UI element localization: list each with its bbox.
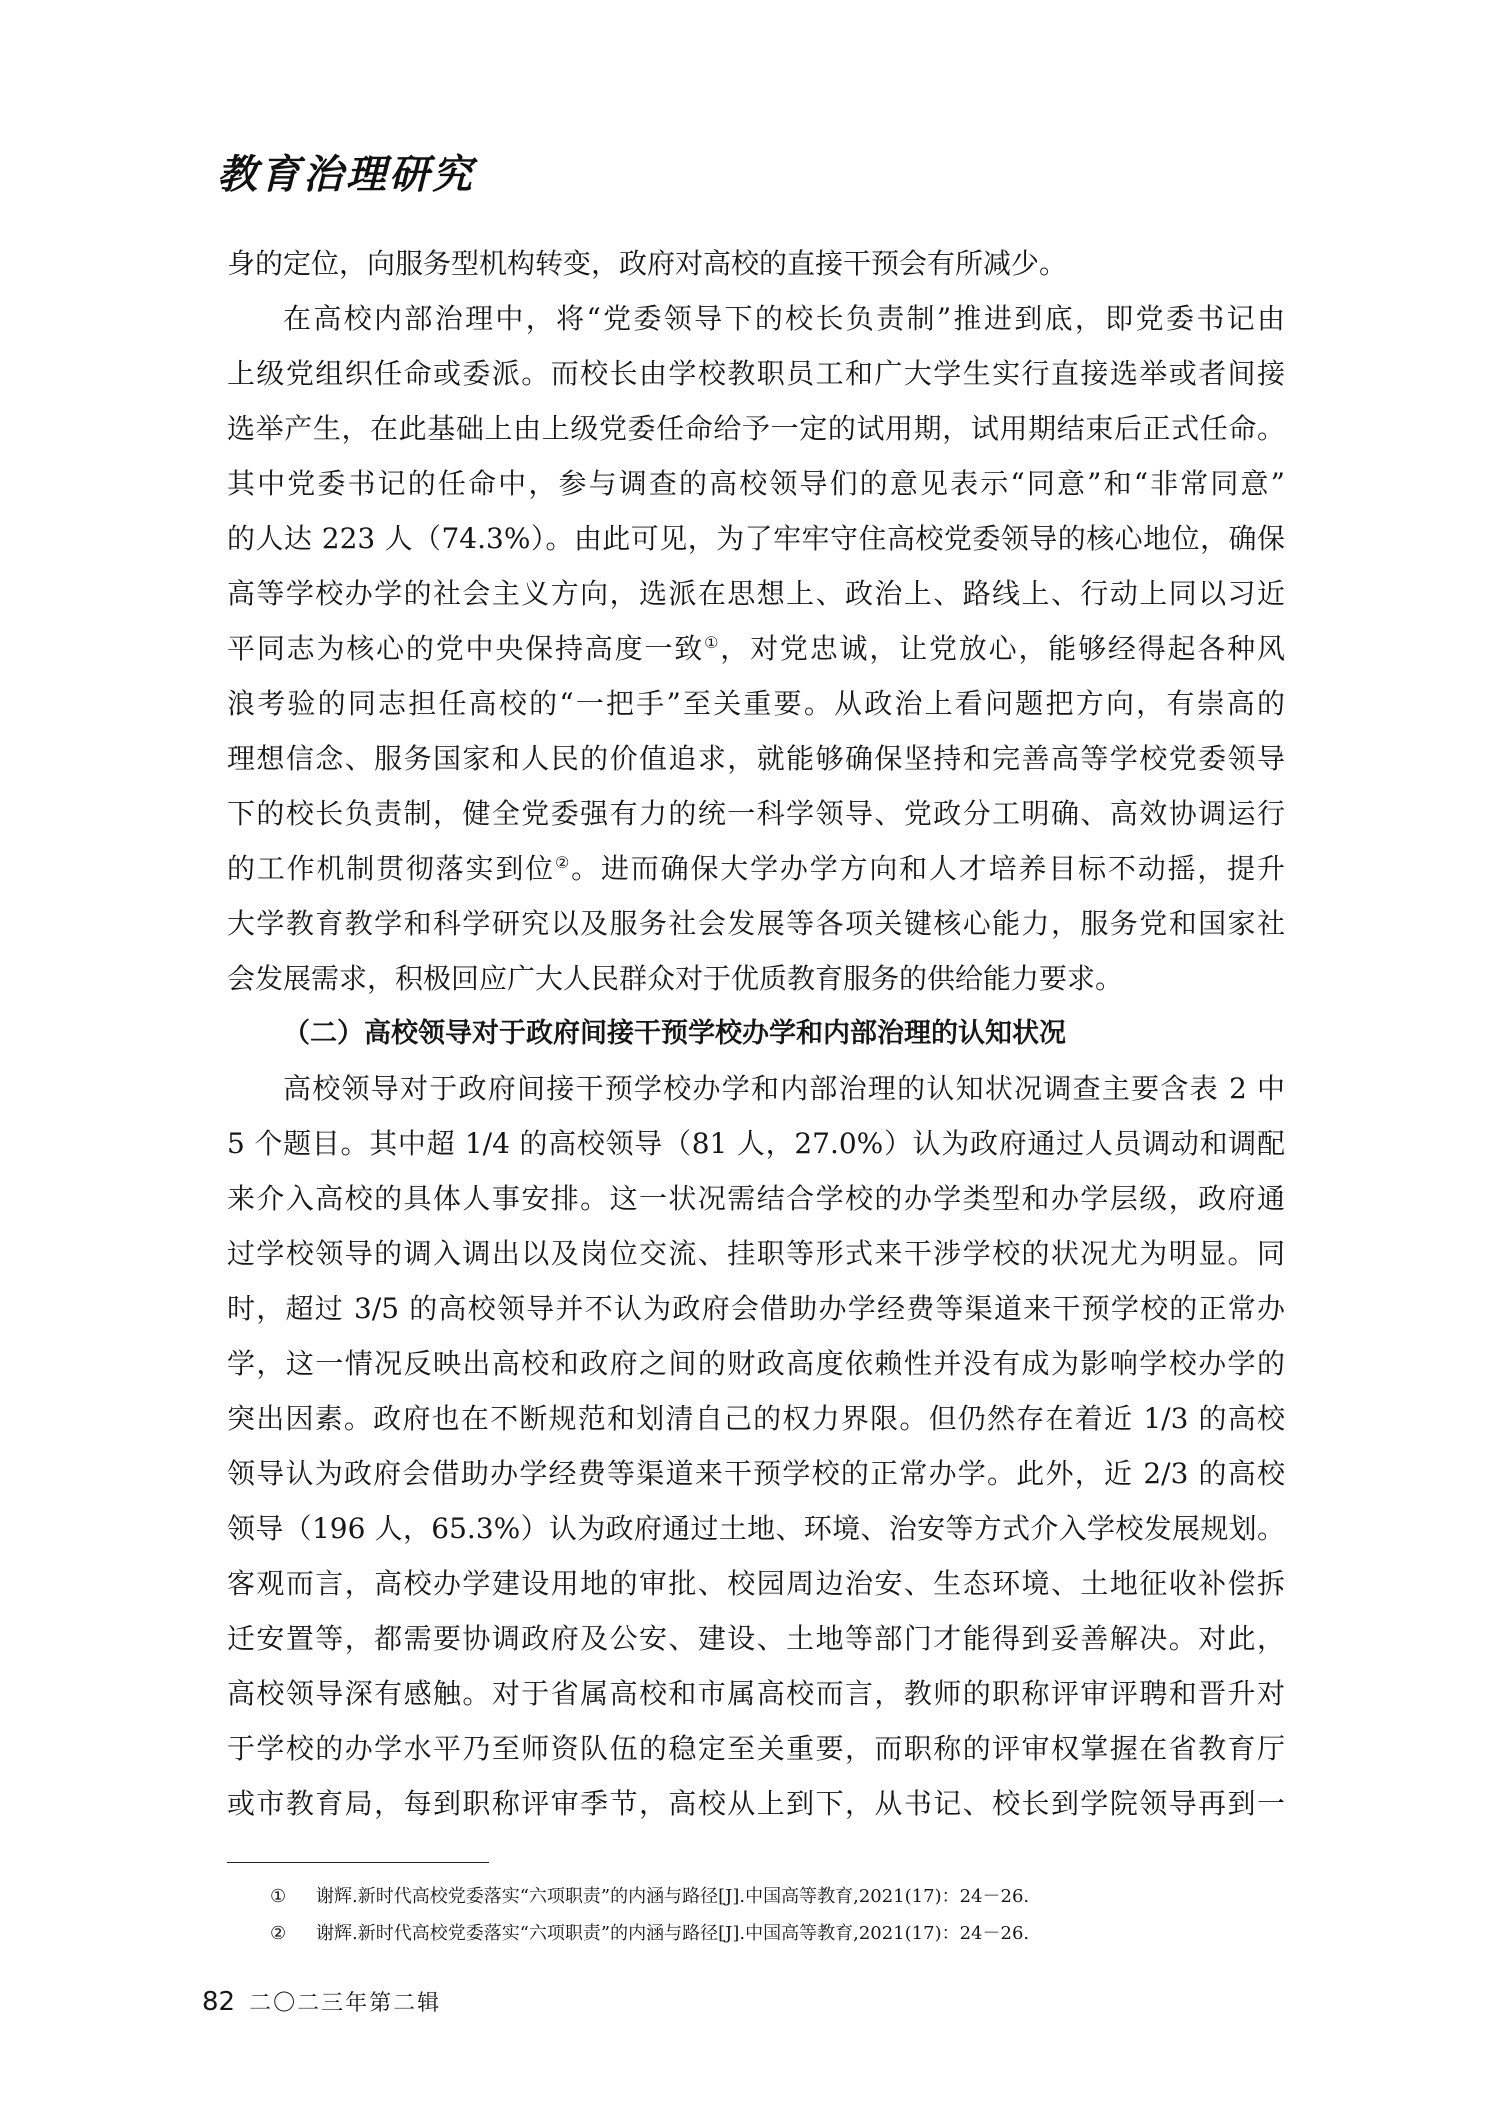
body-line-part: 的工作机制贯彻落实到位 bbox=[227, 852, 555, 885]
body-line: 高校领导对于政府间接干预学校办学和内部治理的认知状况调查主要含表 2 中 bbox=[283, 1072, 1285, 1105]
body-line: 客观而言，高校办学建设用地的审批、校园周边治安、生态环境、土地征收补偿拆 bbox=[227, 1567, 1285, 1600]
body-line: 领导（196 人，65.3%）认为政府通过土地、环境、治安等方式介入学校发展规划。 bbox=[227, 1512, 1285, 1545]
body-line: 选举产生，在此基础上由上级党委任命给予一定的试用期，试用期结束后正式任命。 bbox=[227, 412, 1285, 445]
body-line: 高校领导深有感触。对于省属高校和市属高校而言，教师的职称评审评聘和晋升对 bbox=[227, 1677, 1285, 1710]
body-line: 高等学校办学的社会主义方向，选派在思想上、政治上、路线上、行动上同以习近 bbox=[227, 577, 1285, 610]
footnote-ref-1[interactable]: ① bbox=[704, 633, 721, 652]
section-heading: （二）高校领导对于政府间接干预学校办学和内部治理的认知状况 bbox=[283, 1018, 1066, 1049]
footnote-ref-2[interactable]: ② bbox=[555, 853, 572, 872]
body-line: 大学教育教学和科学研究以及服务社会发展等各项关键核心能力，服务党和国家社 bbox=[227, 907, 1285, 940]
body-line: 会发展需求，积极回应广大人民群众对于优质教育服务的供给能力要求。 bbox=[227, 962, 1124, 995]
body-line bbox=[227, 841, 1285, 896]
journal-title: 教育治理研究 bbox=[217, 151, 475, 198]
footnote-text: 谢辉.新时代高校党委落实“六项职责”的内涵与路径[J].中国高等教育,2021(17)：24－26. bbox=[316, 1923, 1030, 1944]
body-line: 的人达 223 人（74.3%）。由此可见，为了牢牢守住高校党委领导的核心地位，确保 bbox=[227, 522, 1285, 555]
body-line: 过学校领导的调入调出以及岗位交流、挂职等形式来干涉学校的状况尤为明显。同 bbox=[227, 1237, 1285, 1270]
footnote-divider bbox=[227, 1862, 489, 1863]
body-line-part: 。进而确保大学办学方向和人才培养目标不动摇，提升 bbox=[571, 852, 1285, 885]
article-body bbox=[227, 236, 1285, 1831]
body-line: 领导认为政府会借助办学经费等渠道来干预学校的正常办学。此外，近 2/3 的高校 bbox=[227, 1457, 1285, 1490]
page-number: 82 bbox=[202, 1987, 236, 2017]
body-line: 身的定位，向服务型机构转变，政府对高校的直接干预会有所减少。 bbox=[227, 247, 1068, 280]
body-line: 5 个题目。其中超 1/4 的高校领导（81 人，27.0%）认为政府通过人员调动和调配 bbox=[227, 1127, 1285, 1160]
footnote-item bbox=[270, 1915, 1029, 1952]
footnote-text: 谢辉.新时代高校党委落实“六项职责”的内涵与路径[J].中国高等教育,2021(17)：24－26. bbox=[316, 1886, 1030, 1907]
body-line: 理想信念、服务国家和人民的价值追求，就能够确保坚持和完善高等学校党委领导 bbox=[227, 742, 1285, 775]
body-line bbox=[227, 621, 1285, 676]
body-line: 或市教育局，每到职称评审季节，高校从上到下，从书记、校长到学院领导再到一 bbox=[227, 1787, 1285, 1820]
issue-label: 二〇二三年第二辑 bbox=[249, 1991, 442, 2016]
body-line: 来介入高校的具体人事安排。这一状况需结合学校的办学类型和办学层级，政府通 bbox=[227, 1182, 1285, 1215]
body-line: 学，这一情况反映出高校和政府之间的财政高度依赖性并没有成为影响学校办学的 bbox=[227, 1347, 1285, 1380]
body-line: 在高校内部治理中，将“党委领导下的校长负责制”推进到底，即党委书记由 bbox=[283, 302, 1285, 335]
footnote-item bbox=[270, 1878, 1029, 1915]
footnote-mark: ① bbox=[270, 1886, 287, 1907]
body-line: 其中党委书记的任命中，参与调查的高校领导们的意见表示“同意”和“非常同意” bbox=[227, 467, 1285, 500]
body-line: 迁安置等，都需要协调政府及公安、建设、土地等部门才能得到妥善解决。对此， bbox=[227, 1622, 1285, 1655]
body-line-part: 平同志为核心的党中央保持高度一致 bbox=[227, 632, 705, 665]
body-line-part: ，对党忠诚，让党放心，能够经得起各种风 bbox=[720, 632, 1285, 665]
footnotes bbox=[270, 1878, 1029, 1952]
footnote-mark: ② bbox=[270, 1923, 287, 1944]
body-line: 上级党组织任命或委派。而校长由学校教职员工和广大学生实行直接选举或者间接 bbox=[227, 357, 1285, 390]
body-line: 下的校长负责制，健全党委强有力的统一科学领导、党政分工明确、高效协调运行 bbox=[227, 797, 1285, 830]
page-footer bbox=[202, 1986, 441, 2017]
body-line: 浪考验的同志担任高校的“一把手”至关重要。从政治上看问题把方向，有崇高的 bbox=[227, 687, 1285, 720]
body-line: 于学校的办学水平乃至师资队伍的稳定至关重要，而职称的评审权掌握在省教育厅 bbox=[227, 1732, 1285, 1765]
body-line: 突出因素。政府也在不断规范和划清自己的权力界限。但仍然存在着近 1/3 的高校 bbox=[227, 1402, 1285, 1435]
body-line: 时，超过 3/5 的高校领导并不认为政府会借助办学经费等渠道来干预学校的正常办 bbox=[227, 1292, 1285, 1325]
